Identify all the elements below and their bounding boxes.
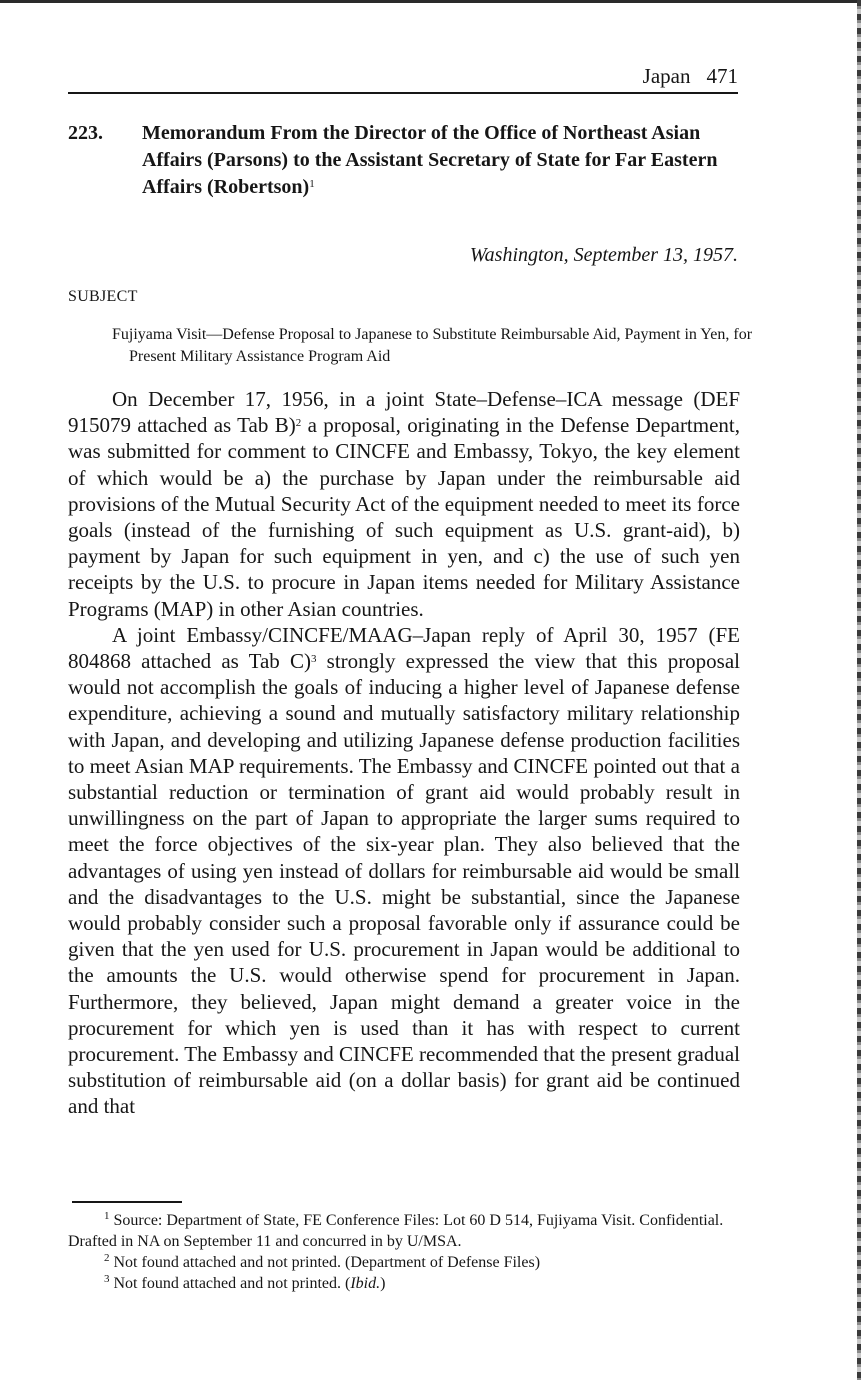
- footnote-3-ibid: Ibid.: [350, 1275, 381, 1292]
- footnote-ref-1[interactable]: 1: [309, 178, 315, 190]
- subject-label: SUBJECT: [68, 288, 138, 305]
- page-right-edge: [857, 0, 861, 1380]
- footnote-ref-2[interactable]: 2: [295, 417, 302, 430]
- paragraph-1-text-a: On December 17, 1956, in a joint State–Defense–ICA message (DEF 915079 attached as Tab B): [68, 387, 740, 438]
- document-title: [142, 120, 742, 201]
- footnote-2-text: Not found attached and not printed. (Department of Defense Files): [113, 1254, 541, 1271]
- footnote-2-marker: 2: [104, 1252, 110, 1264]
- footnote-3-text-b: ): [380, 1275, 386, 1292]
- paragraph-2-text-b: strongly expressed the view that this proposal would not accomplish the goals of inducing a higher level of Japanese defense expenditure, achieving a sound and mutually satisfactory military relationship with Japan, and developing and utilizing Japanese defense production facilities to meet Asian MAP requirements. The Embassy and CINCFE pointed out that a substantial reduction or termination of grant aid would probably result in unwillingness on the part of Japan to appropriate the larger sums required to meet the force objectives of the six-year plan. They also believed that the advantages of using yen instead of dollars for reimbursable aid would be small and the disadvantages to the U.S. might be substantial, since the Japanese would probably consider such a proposal favorable only if assurance could be given that the yen used for U.S. procurement in Japan would be additional to the amounts the U.S. would otherwise spend for procurement in Japan. Furthermore, they believed, Japan might demand a greater voice in the procurement for which yen is used than it has with respect to current procurement. The Embassy and CINCFE recommended that the present gradual substitution of reimbursable aid (on a dollar basis) for grant aid be continued and that: [68, 649, 741, 1119]
- footnote-ref-3[interactable]: 3: [310, 653, 317, 666]
- running-head: [540, 62, 738, 90]
- body-text: [68, 386, 740, 1120]
- dateline: Washington, September 13, 1957.: [469, 244, 738, 266]
- header-rule: [68, 92, 738, 94]
- page-top-edge: [0, 0, 861, 3]
- footnote-1-marker: 1: [104, 1210, 110, 1222]
- document-title-text: Memorandum From the Director of the Office of Northeast Asian Affairs (Parsons) to the Assistant Secretary of State for Far Eastern Affairs (Robertson): [142, 122, 718, 198]
- page-number: 471: [706, 64, 738, 88]
- footnotes: [68, 1210, 742, 1294]
- document-number: 223.: [68, 122, 103, 144]
- footnote-1-text: Source: Department of State, FE Conference Files: Lot 60 D 514, Fujiyama Visit. Confidential. Drafted in NA on September 11 and concurred in by U/MSA.: [68, 1212, 724, 1250]
- body-paragraph-1: [68, 386, 740, 622]
- subject-text: Fujiyama Visit—Defense Proposal to Japanese to Substitute Reimbursable Aid, Payment in Yen, for Present Military Assistance Program Aid: [112, 326, 753, 365]
- running-head-section: Japan: [642, 64, 691, 88]
- footnote-3-text-a: Not found attached and not printed. (: [113, 1275, 351, 1292]
- footnote-2: [68, 1252, 742, 1273]
- footnote-1: [68, 1210, 742, 1252]
- body-paragraph-2: [68, 622, 740, 1120]
- footnote-rule: [72, 1201, 182, 1203]
- paragraph-1-text-b: a proposal, originating in the Defense Department, was submitted for comment to CINCFE and Embassy, Tokyo, the key element of which would be a) the purchase by Japan under the reimbursable aid provisions of the Mutual Security Act of the equipment needed to meet its force goals (instead of the furnishing of such equipment as U.S. grant-aid), b) payment by Japan for such equipment in yen, and c) the use of such yen receipts by the U.S. to procure in Japan items needed for Military Assistance Programs (MAP) in other Asian countries.: [68, 413, 741, 621]
- footnote-3-marker: 3: [104, 1273, 110, 1285]
- paragraph-2-text-a: A joint Embassy/CINCFE/MAAG–Japan reply of April 30, 1957 (FE 804868 attached as Tab C): [68, 622, 740, 674]
- footnote-3: [68, 1273, 742, 1294]
